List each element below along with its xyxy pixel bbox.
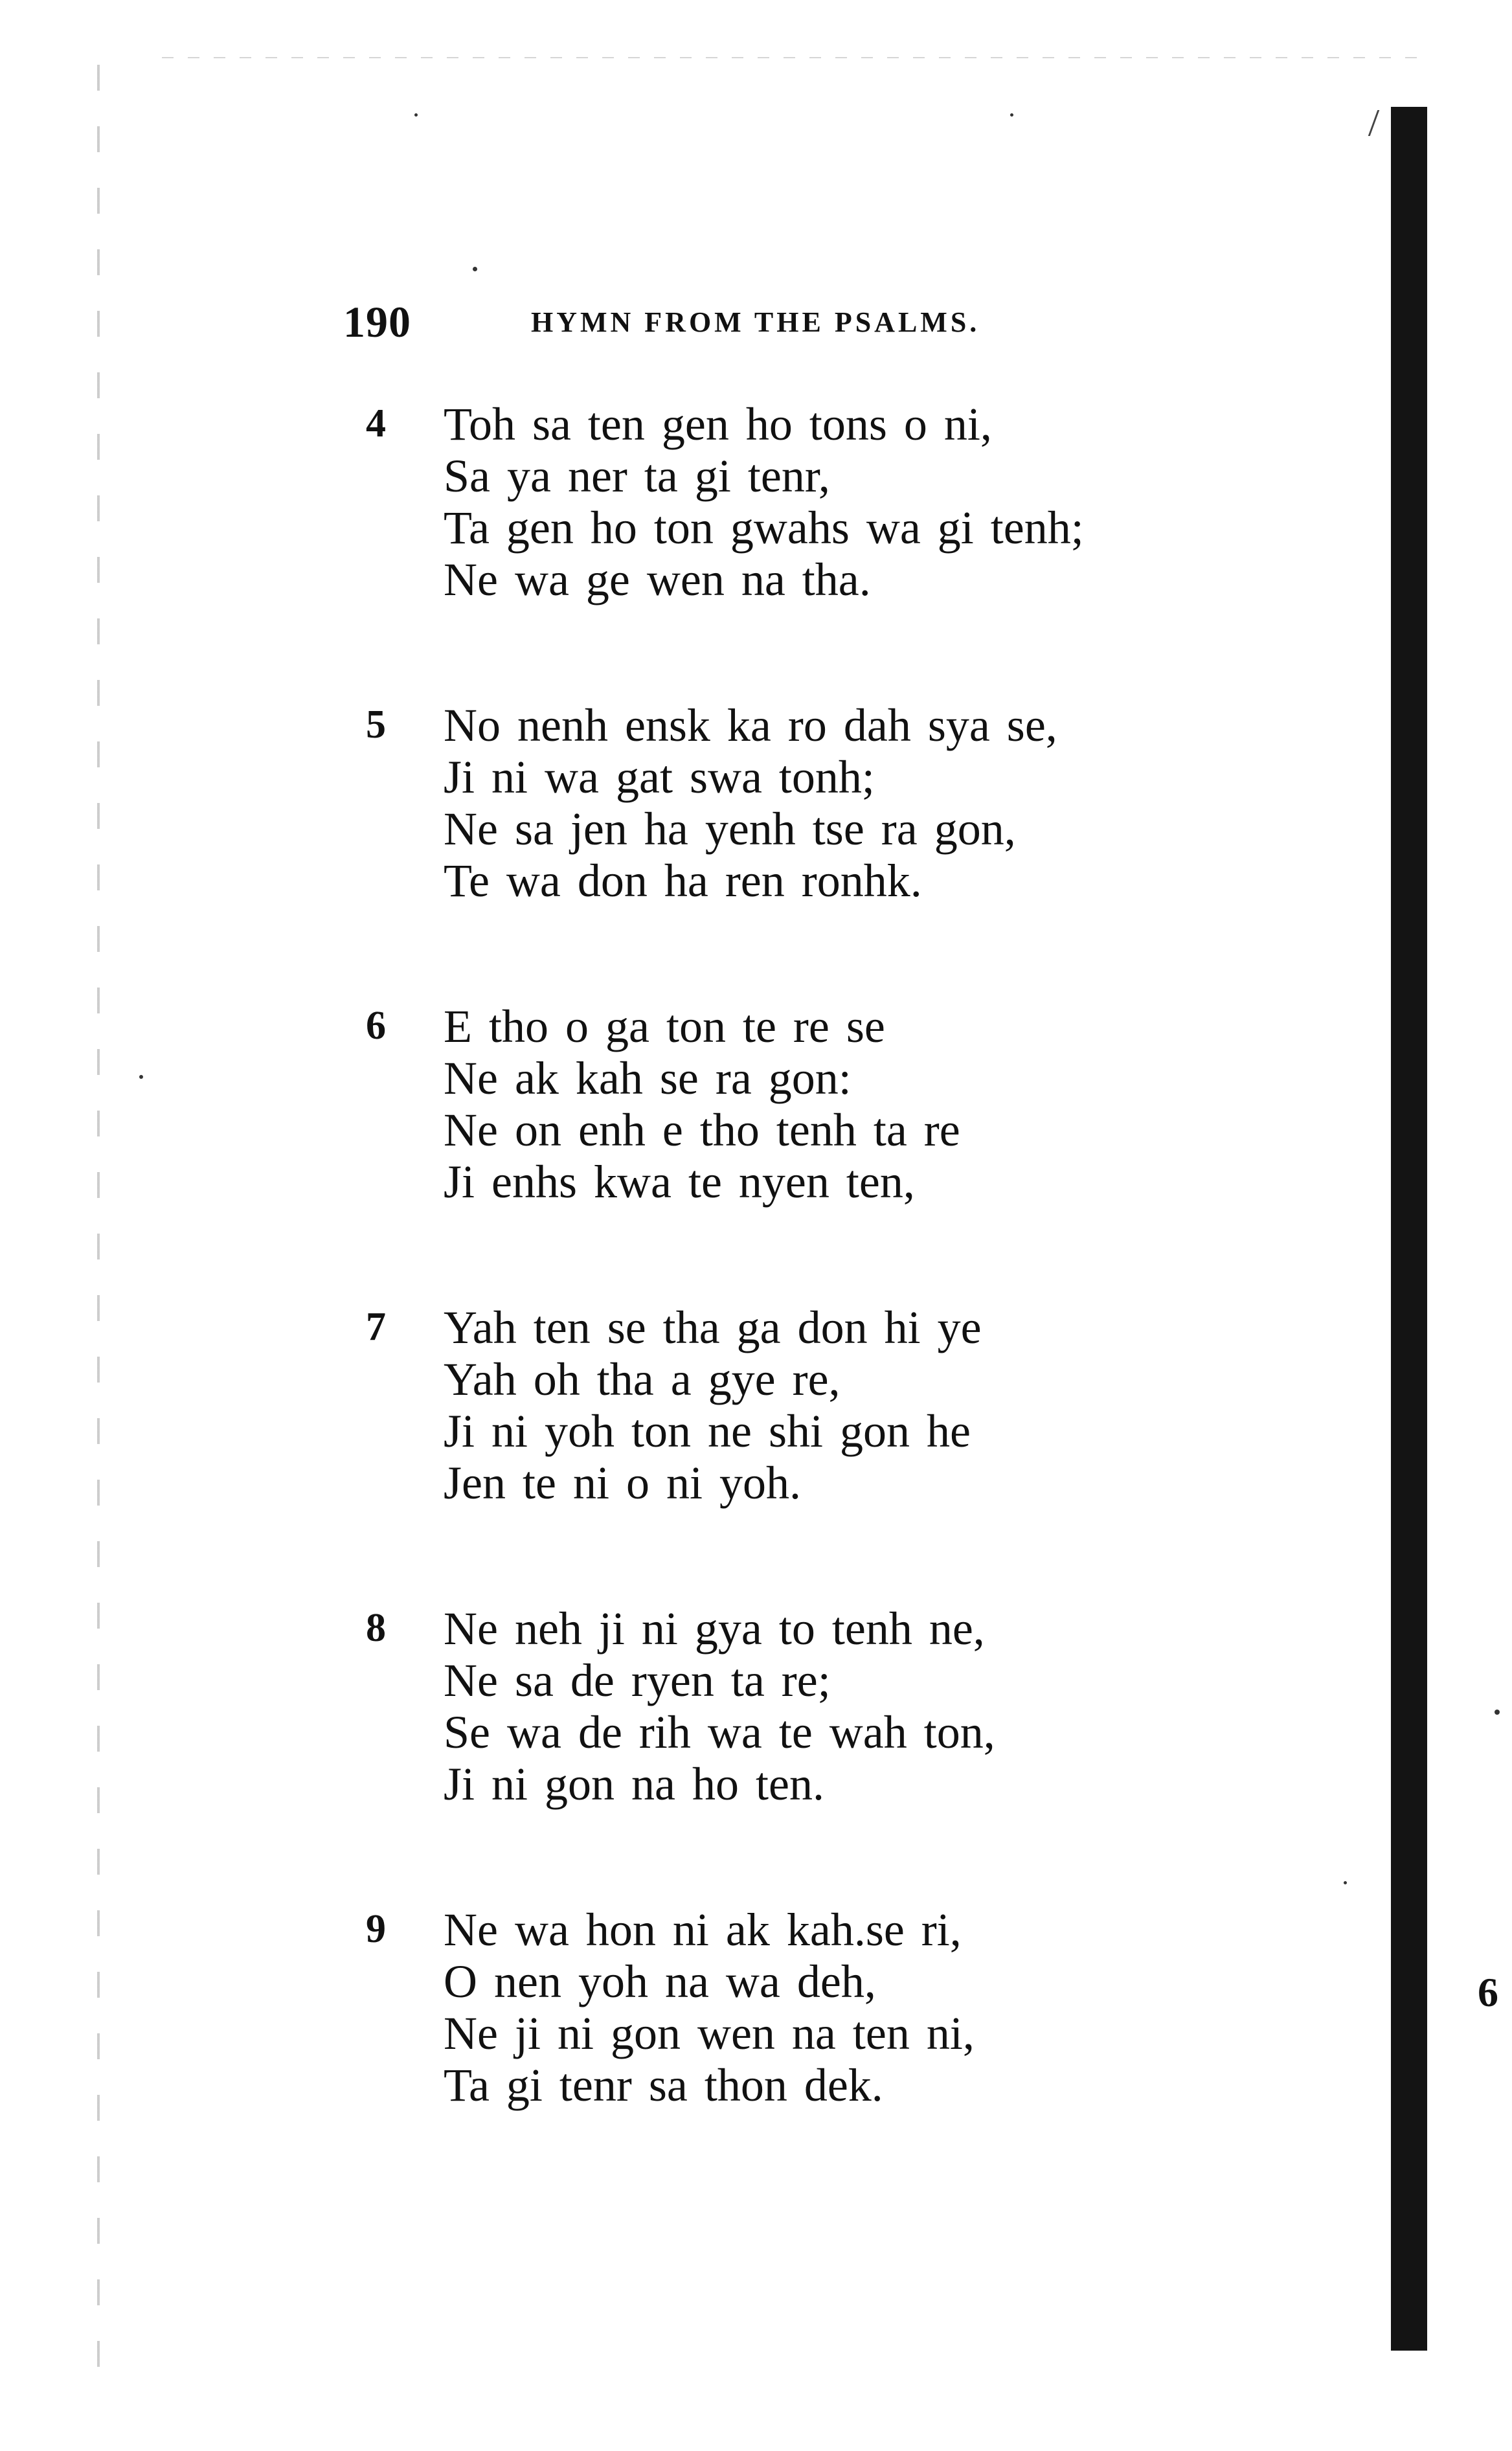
verse-line: Ne wa hon ni ak kah.se ri, xyxy=(444,1904,962,1956)
verse-line: Te wa don ha ren ronhk. xyxy=(444,855,922,907)
verse-number: 4 xyxy=(366,401,386,446)
verse xyxy=(366,398,1337,699)
ink-speck xyxy=(414,113,418,117)
scan-edge-top xyxy=(162,57,1425,58)
page-number: 190 xyxy=(343,297,411,346)
verse-number: 5 xyxy=(366,703,386,747)
verse-line: Toh sa ten gen ho tons o ni, xyxy=(444,398,992,450)
ink-speck xyxy=(1010,113,1013,117)
verse-line: No nenh ensk ka ro dah sya se, xyxy=(444,699,1057,751)
verse-line: Yah oh tha a gye re, xyxy=(444,1353,841,1405)
running-head: HYMN FROM THE PSALMS. xyxy=(531,306,980,338)
verse-line: Ne ak kah se ra gon: xyxy=(444,1052,852,1104)
verse-line: Ne neh ji ni gya to tenh ne, xyxy=(444,1603,985,1655)
verse-line: Se wa de rih wa te wah ton, xyxy=(444,1706,995,1758)
verse-line: Yah ten se tha ga don hi ye xyxy=(444,1302,982,1353)
verse-line: E tho o ga ton te re se xyxy=(444,1000,885,1052)
verse-line: Ji ni wa gat swa tonh; xyxy=(444,751,875,803)
hymn-verses xyxy=(366,398,1337,2205)
verse-number: 8 xyxy=(366,1606,386,1650)
verse-line: Ne sa de ryen ta re; xyxy=(444,1655,831,1706)
verse xyxy=(366,1603,1337,1904)
verse-line: Ne sa jen ha yenh tse ra gon, xyxy=(444,803,1016,855)
ink-speck xyxy=(473,267,477,271)
ink-speck xyxy=(139,1075,143,1079)
page-header xyxy=(343,297,1185,355)
verse-line: Ji ni yoh ton ne shi gon he xyxy=(444,1405,971,1457)
verse xyxy=(366,1302,1337,1603)
verse-line: Sa ya ner ta gi tenr, xyxy=(444,450,830,502)
verse-number: 7 xyxy=(366,1305,386,1349)
verse xyxy=(366,699,1337,1000)
verse-line: Ne on enh e tho tenh ta re xyxy=(444,1104,960,1156)
verse-line: Ta gen ho ton gwahs wa gi tenh; xyxy=(444,502,1084,554)
verse-number: 9 xyxy=(366,1907,386,1951)
ink-speck xyxy=(1344,1881,1347,1884)
verse xyxy=(366,1904,1337,2205)
verse xyxy=(366,1000,1337,1302)
verse-line: Ji ni gon na ho ten. xyxy=(444,1758,824,1810)
verse-line: Jen te ni o ni yoh. xyxy=(444,1457,801,1509)
verse-line: Ne wa ge wen na tha. xyxy=(444,554,871,605)
edge-mark: 6 xyxy=(1478,1969,1498,2015)
verse-line: Ji enhs kwa te nyen ten, xyxy=(444,1156,915,1208)
verse-line: O nen yoh na wa deh, xyxy=(444,1956,876,2007)
scan-edge-left xyxy=(97,65,100,2396)
binding-gutter-bar xyxy=(1391,107,1427,2351)
ink-speck xyxy=(1495,1710,1500,1715)
verse-line: Ta gi tenr sa thon dek. xyxy=(444,2059,883,2111)
verse-number: 6 xyxy=(366,1004,386,1048)
verse-line: Ne ji ni gon wen na ten ni, xyxy=(444,2007,975,2059)
